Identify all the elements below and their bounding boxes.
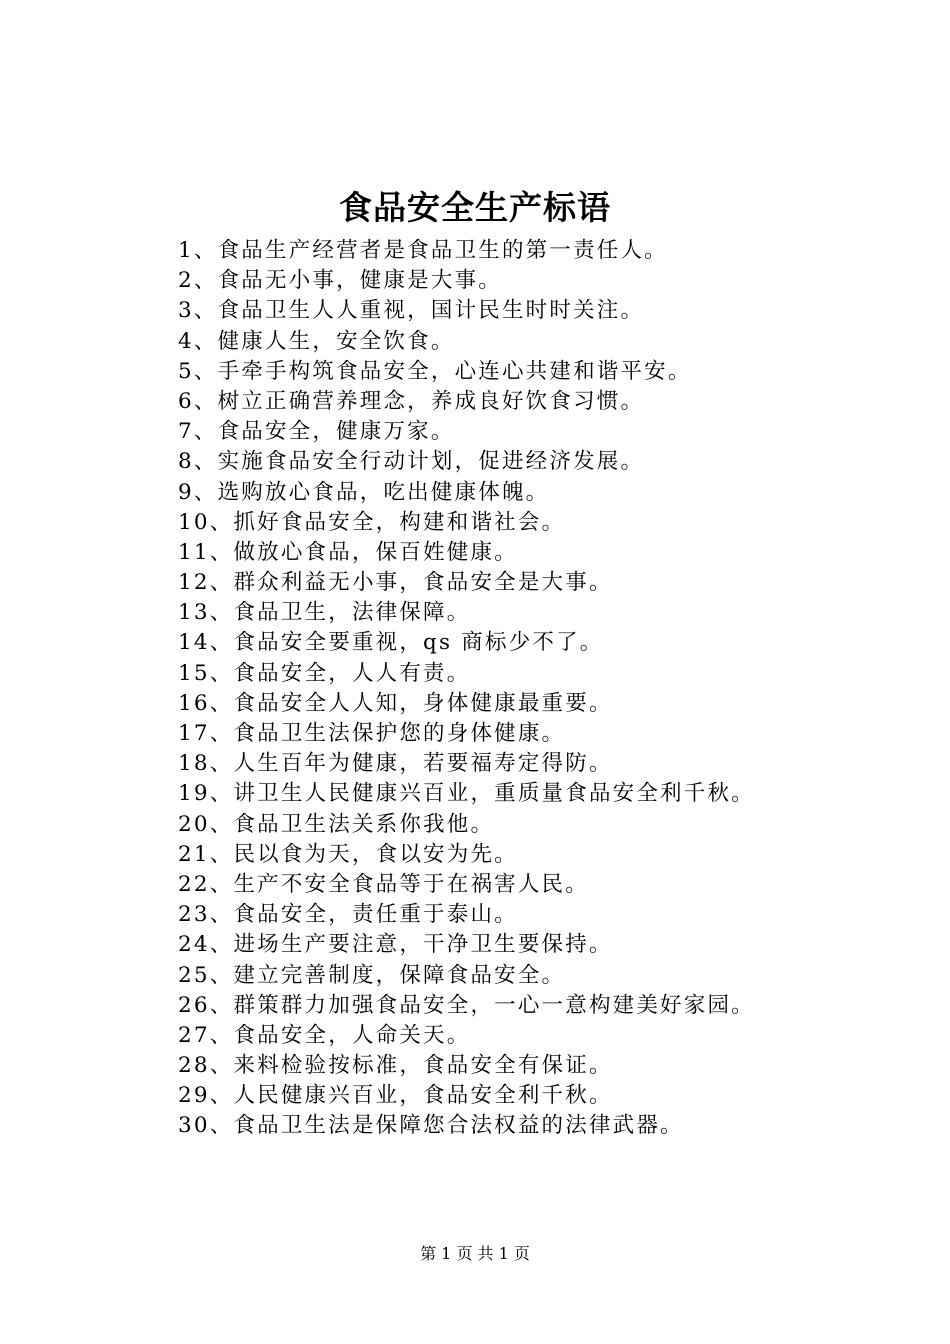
slogan-item: 4、健康人生，安全饮食。: [178, 328, 455, 354]
slogan-item: 16、食品安全人人知，身体健康最重要。: [178, 690, 613, 716]
slogan-item: 29、人民健康兴百业，食品安全利千秋。: [178, 1083, 613, 1109]
slogan-item: 15、食品安全，人人有责。: [178, 660, 471, 686]
slogan-item: 12、群众利益无小事，食品安全是大事。: [178, 570, 613, 596]
slogan-item: 18、人生百年为健康，若要福寿定得防。: [178, 751, 613, 777]
slogan-item: 19、讲卫生人民健康兴百业，重质量食品安全利千秋。: [178, 781, 755, 807]
slogan-item: 1、食品生产经营者是食品卫生的第一责任人。: [178, 238, 668, 263]
slogan-item: 27、食品安全，人命关天。: [178, 1022, 471, 1048]
slogan-item: 14、食品安全要重视，qs 商标少不了。: [178, 630, 604, 656]
slogan-item: 22、生产不安全食品等于在祸害人民。: [178, 871, 589, 897]
slogan-item: 2、食品无小事，健康是大事。: [178, 268, 502, 294]
slogan-item: 25、建立完善制度，保障食品安全。: [178, 962, 566, 988]
slogan-item: 13、食品卫生，法律保障。: [178, 600, 471, 626]
slogan-item: 20、食品卫生法关系你我他。: [178, 811, 495, 837]
slogan-item: 7、食品安全，健康万家。: [178, 419, 455, 445]
slogan-item: 24、进场生产要注意，干净卫生要保持。: [178, 932, 613, 958]
slogan-item: 5、手牵手构筑食品安全，心连心共建和谐平安。: [178, 358, 692, 384]
slogan-item: 11、做放心食品，保百姓健康。: [178, 539, 518, 565]
slogan-item: 26、群策群力加强食品安全，一心一意构建美好家园。: [178, 992, 755, 1018]
slogan-item: 8、实施食品安全行动计划，促进经济发展。: [178, 449, 645, 475]
slogan-item: 28、来料检验按标准，食品安全有保证。: [178, 1053, 613, 1079]
slogan-item: 23、食品安全，责任重于泰山。: [178, 902, 518, 928]
slogan-item: 17、食品卫生法保护您的身体健康。: [178, 721, 566, 746]
slogan-item: 3、食品卫生人人重视，国计民生时时关注。: [178, 298, 645, 324]
slogan-item: 21、民以食为天，食以安为先。: [178, 841, 518, 867]
slogan-item: 30、食品卫生法是保障您合法权益的法律武器。: [178, 1113, 684, 1139]
slogan-item: 10、抓好食品安全，构建和谐社会。: [178, 509, 566, 535]
document-title: 食品安全生产标语: [339, 188, 611, 227]
page-footer: 第 1 页 共 1 页: [420, 1244, 530, 1263]
slogan-item: 6、树立正确营养理念，养成良好饮食习惯。: [178, 388, 645, 414]
slogan-item: 9、选购放心食品，吃出健康体魄。: [178, 479, 550, 505]
slogan-list: [178, 236, 755, 1142]
